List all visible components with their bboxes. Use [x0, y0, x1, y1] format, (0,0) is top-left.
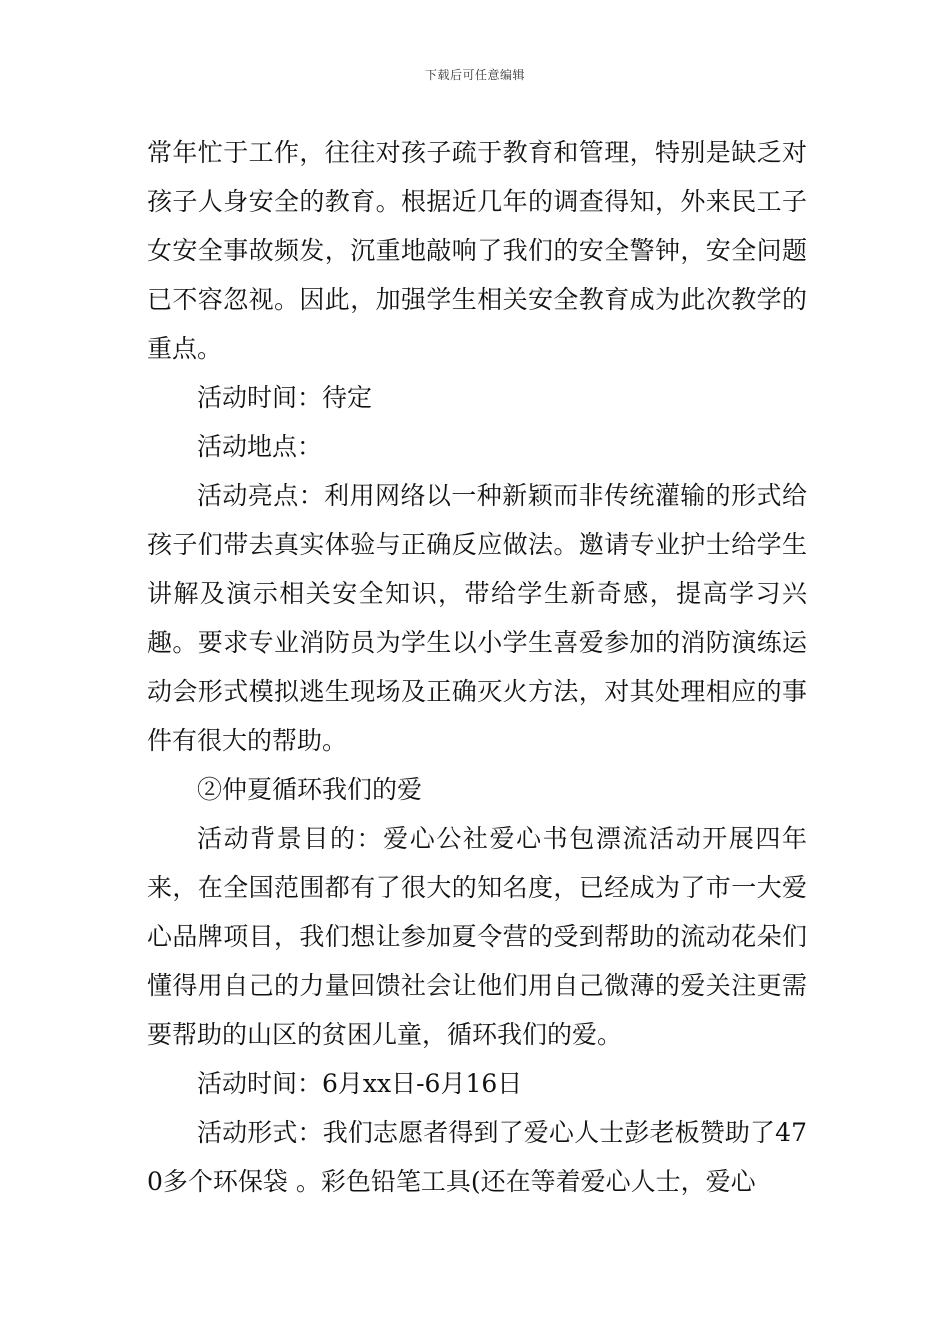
paragraph-activity-highlights: 活动亮点：利用网络以一种新颖而非传统灌输的形式给孩子们带去真实体验与正确反应做法。邀请专业护士给学生讲解及演示相关安全知识，带给学生新奇感，提高学习兴趣。要求专业消防员为学生以小学生喜爱参加的消防演练运动会形式模拟逃生现场及正确灭火方法，对其处理相应的事件有很大的帮助。 [147, 481, 807, 755]
paragraph-background: 常年忙于工作，往往对孩子疏于教育和管理，特别是缺乏对孩子人身安全的教育。根据近几年的调查得知，外来民工子女安全事故频发，沉重地敲响了我们的安全警钟，安全问题已不容忽视。因此，加强学生相关安全教育成为此次教学的重点。 [147, 138, 807, 363]
paragraph-background-purpose: 活动背景目的：爱心公社爱心书包漂流活动开展四年来，在全国范围都有了很大的知名度，已经成为了市一大爱心品牌项目，我们想让参加夏令营的受到帮助的流动花朵们懂得用自己的力量回馈社会让他们用自己微薄的爱关注更需要帮助的山区的贫困儿童，循环我们的爱。 [147, 824, 807, 1049]
paragraph-activity-location: 活动地点： [197, 432, 323, 461]
page-header: 下载后可任意编辑 [424, 68, 525, 82]
section-heading-summer-love: ②仲夏循环我们的爱 [197, 775, 423, 804]
document-body [147, 128, 807, 1206]
paragraph-activity-time-2: 活动时间：6月xx日-6月16日 [197, 1069, 523, 1098]
paragraph-activity-time: 活动时间：待定 [197, 383, 373, 412]
paragraph-activity-form: 活动形式：我们志愿者得到了爱心人士彭老板赞助了470多个环保袋 。彩色铅笔工具(还在等着爱心人士，爱心 [147, 1118, 807, 1196]
